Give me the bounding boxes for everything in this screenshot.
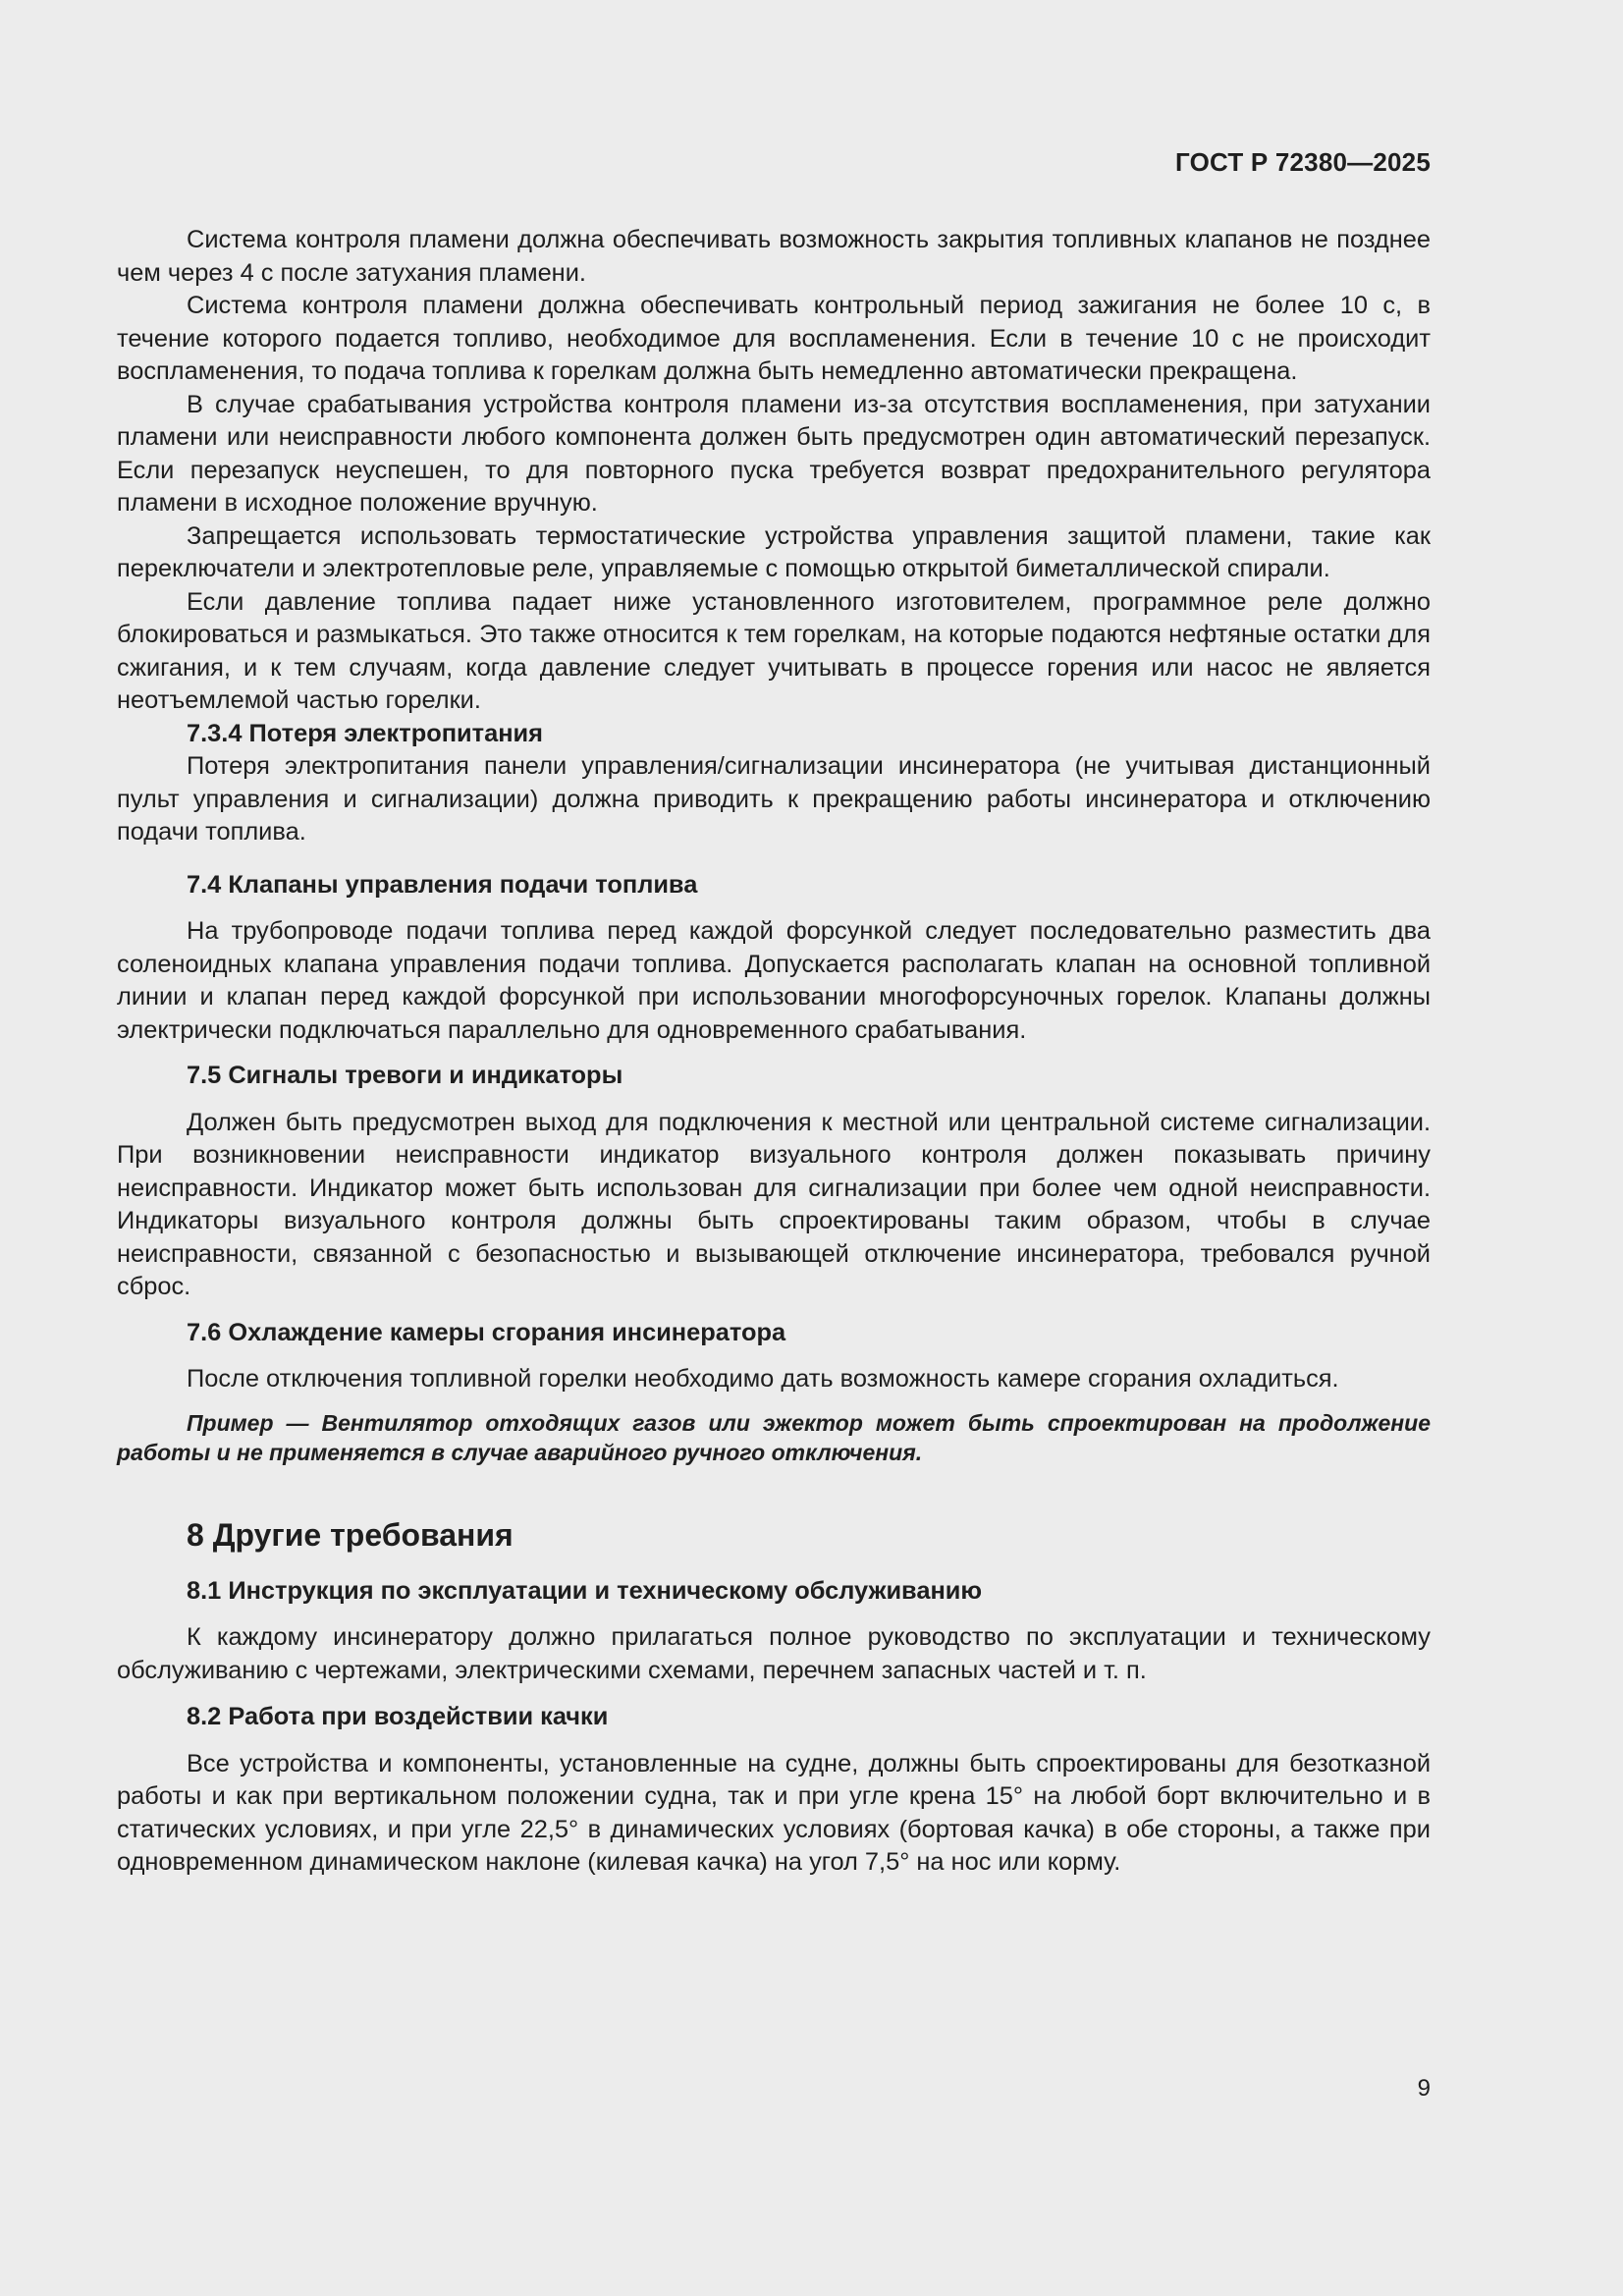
paragraph: После отключения топливной горелки необходимо дать возможность камере сгорания охладиться. — [187, 1365, 1339, 1393]
paragraph: Система контроля пламени должна обеспечивать возможность закрытия топливных клапанов не позднее чем через 4 с после затухания пламени. — [117, 226, 1431, 287]
paragraph: Потеря электропитания панели управления/сигнализации инсинератора (не учитывая дистанционный пульт управления и сигнализации) должна приводить к прекращению работы инсинератора и отключению подачи топлива. — [117, 752, 1431, 846]
section-heading-7-3-4: 7.3.4 Потеря электропитания — [187, 719, 543, 747]
chapter-heading-8: 8 Другие требования — [187, 1516, 514, 1553]
section-heading-7-6: 7.6 Охлаждение камеры сгорания инсинератора — [187, 1318, 786, 1346]
paragraph: Запрещается использовать термостатические устройства управления защитой пламени, такие как переключатели и электротепловые реле, управляемые с помощью открытой биметаллической спирали. — [117, 521, 1431, 582]
example-note: Пример — Вентилятор отходящих газов или эжектор может быть спроектирован на продолжение работы и не применяется в случае аварийного ручного отключения. — [117, 1409, 1431, 1465]
paragraph: На трубопроводе подачи топлива перед каждой форсункой следует последовательно разместить два соленоидных клапана управления подачи топлива. Допускается располагать клапан на основной топливной линии и клапан перед каждой форсункой при использовании многофорсуночных горелок. Клапаны должны электрически подключаться параллельно для одновременного срабатывания. — [117, 917, 1431, 1044]
document-body — [117, 224, 1431, 1880]
page-number: 9 — [1417, 2075, 1431, 2102]
paragraph: Система контроля пламени должна обеспечивать контрольный период зажигания не более 10 с, в течение которого подается топливо, необходимое для воспламенения. Если в течение 10 с не происходит воспламенения, то подача топлива к горелкам должна быть немедленно автоматически прекращена. — [117, 292, 1431, 385]
paragraph: Все устройства и компоненты, установленные на судне, должны быть спроектированы для безотказной работы и как при вертикальном положении судна, так и при угле крена 15° на любой борт включительно и в статических условиях, и при угле 22,5° в динамических условиях (бортовая качка) в обе стороны, а также при одновременном динамическом наклоне (килевая качка) на угол 7,5° на нос или корму. — [117, 1749, 1431, 1876]
paragraph: К каждому инсинератору должно прилагаться полное руководство по эксплуатации и техническому обслуживанию с чертежами, электрическими схемами, перечнем запасных частей и т. п. — [117, 1623, 1431, 1684]
section-heading-7-5: 7.5 Сигналы тревоги и индикаторы — [187, 1062, 623, 1089]
section-heading-8-2: 8.2 Работа при воздействии качки — [187, 1703, 609, 1730]
document-code-header: ГОСТ Р 72380—2025 — [1175, 147, 1431, 177]
section-heading-8-1: 8.1 Инструкция по эксплуатации и техническому обслуживанию — [187, 1576, 983, 1605]
paragraph: Если давление топлива падает ниже установленного изготовителем, программное реле должно блокироваться и размыкаться. Это также относится к тем горелкам, на которые подаются нефтяные остатки для сжигания, и к тем случаям, когда давление следует учитывать в процессе горения или насос не является неотъемлемой частью горелки. — [117, 587, 1431, 714]
paragraph: В случае срабатывания устройства контроля пламени из-за отсутствия воспламенения, при затухании пламени или неисправности любого компонента должен быть предусмотрен один автоматический перезапуск. Если перезапуск неуспешен, то для повторного пуска требуется возврат предохранительного регулятора пламени в исходное положение вручную. — [117, 390, 1431, 517]
section-heading-7-4: 7.4 Клапаны управления подачи топлива — [187, 870, 698, 899]
paragraph: Должен быть предусмотрен выход для подключения к местной или центральной системе сигнализации. При возникновении неисправности индикатор визуального контроля должен показывать причину неисправности. Индикатор может быть использован для сигнализации при более чем одной неисправности. Индикаторы визуального контроля должны быть спроектированы таким образом, чтобы в случае неисправности, связанной с безопасностью и вызывающей отключение инсинератора, требовался ручной сброс. — [117, 1108, 1431, 1300]
